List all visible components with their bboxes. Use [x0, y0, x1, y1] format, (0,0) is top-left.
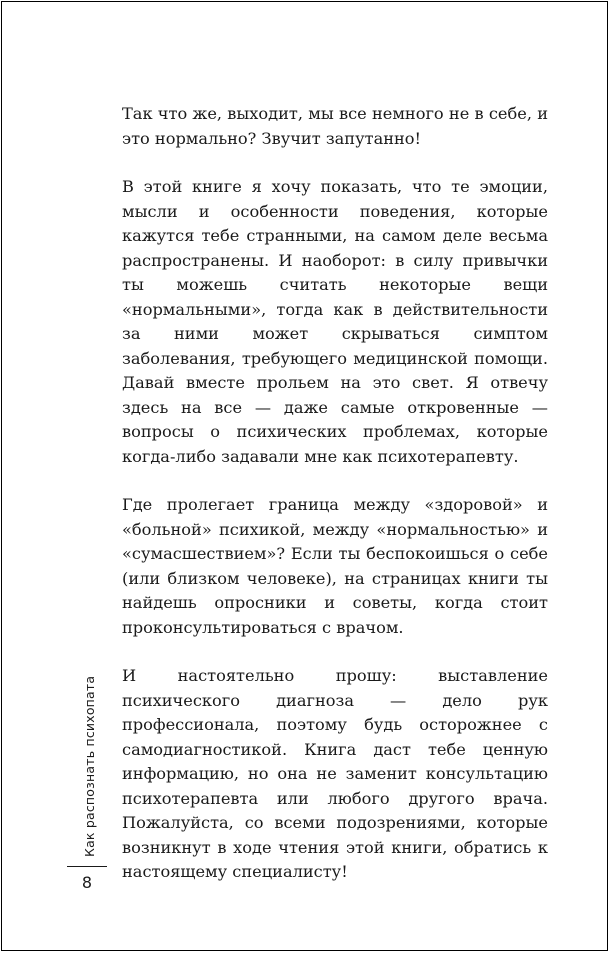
- page-number: 8: [81, 873, 93, 892]
- running-header: [73, 667, 109, 857]
- paragraph-3: Где пролегает граница между «здоровой» и «больной» психикой, между «нормальностью» и «сумасшествием»? Если ты беспокоишься о себе (или близком человеке), на страницах книги ты найдешь опросники и советы, когда стоит проконсультироваться с врачом.: [122, 495, 548, 637]
- paragraph-4: И настоятельно прошу: выставление психического диагноза — дело рук профессионала, поэтому будь осторожнее с самодиагностикой. Книга даст тебе ценную информацию, но она не заменит консультацию психотерапевта или любого другого врача. Пожалуйста, со всеми подозрениями, которые возникнут в ходе чтения этой книги, обратись к настоящему специалисту!: [122, 666, 548, 881]
- body-text: [122, 102, 548, 909]
- page: [1, 1, 608, 951]
- paragraph-2: В этой книге я хочу показать, что те эмоции, мысли и особенности поведения, которые кажутся тебе странными, на самом деле весьма распространены. И наоборот: в силу привычки ты можешь считать некоторые вещи «нормальными», тогда как в действительности за ними может скрываться симптом заболевания, требующего медицинской помощи. Давай вместе прольем на это свет. Я отвечу здесь на все — даже самые откровенные — вопросы о психических проблемах, которые когда-либо задавали мне как психотерапевту.: [122, 177, 548, 466]
- folio-divider: [67, 866, 107, 867]
- paragraph-1: Так что же, выходит, мы все немного не в себе, и это нормально? Звучит запутанно!: [122, 104, 548, 148]
- running-title: Как распознать психопата: [82, 675, 97, 857]
